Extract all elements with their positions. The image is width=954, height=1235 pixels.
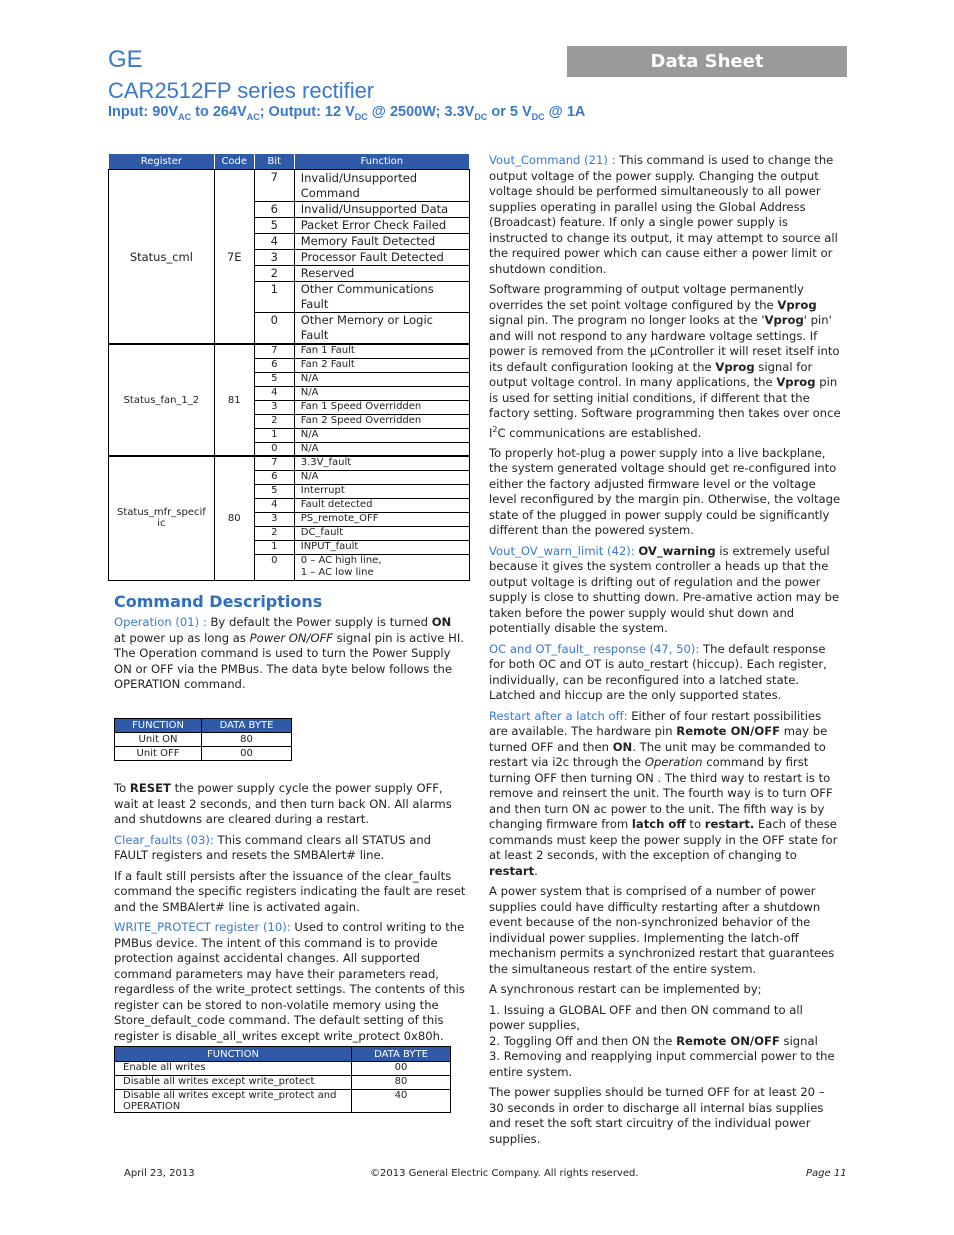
brand-logo: GE [108,46,143,73]
bit-cell: 7 [254,456,294,470]
bit-cell: 4 [254,498,294,512]
bit-cell: 2 [254,526,294,540]
function-cell: Memory Fault Detected [294,234,469,250]
function-cell: Packet Error Check Failed [294,218,469,234]
oc-ot-title: OC and OT_fault_ response (47, 50): [489,641,700,656]
footer-page-number: Page 11 [806,1168,847,1179]
bit-cell: 3 [254,250,294,266]
vout-command-title: Vout_Command (21) : [489,153,616,167]
register-code-cell: 7E [214,170,254,345]
sync-restart-paragraph: A synchronous restart can be implemented by; [489,982,762,997]
function-cell: N/A [294,470,469,484]
function-cell: Other Memory or Logic Fault [294,313,469,345]
bit-cell: 7 [254,344,294,358]
bit-cell: 6 [254,202,294,218]
bit-cell: 1 [254,282,294,313]
function-cell: Fan 1 Speed Overridden [294,400,469,414]
function-cell: Invalid/Unsupported Data [294,202,469,218]
bit-cell: 5 [254,218,294,234]
bit-cell: 0 [254,313,294,345]
section-heading: Command Descriptions [114,592,323,611]
column-header: FUNCTION [115,719,202,733]
table-header-row [109,154,470,170]
bit-cell: 0 [254,554,294,580]
operation-table [114,718,292,761]
table-row: Disable all writes except write_protect and OPERATION 40 [115,1090,451,1113]
clear-faults-paragraph: Clear_faults (03): This command clears all STATUS and FAULT registers and resets the SMBAlert# line. [114,832,432,862]
bit-cell: 5 [254,484,294,498]
restart-latch-paragraph: Restart after a latch off: Either of four restart possibilities are available. The hardware pin Remote ON/OFF may be turned OFF and then ON. The unit may be commanded to restart via i2c through the Operation command by first turning OFF then turning ON . The third way to restart is to remove and reinsert the unit. The fourth way is to turn OFF and then turn ON ac power to the unit. The fifth way is by changing firmware from latch off to restart. Each of these commands must keep the power supply in the OFF state for at least 2 seconds, with the exception of changing to restart. [489,708,838,878]
function-cell: Other Communications Fault [294,282,469,313]
ov-warn-title: Vout_OV_warn_limit (42): [489,543,635,558]
software-programming-paragraph: Software programming of output voltage permanently overrides the set point voltage configured by the Vprog signal pin. The program no longer looks at the 'Vprog' pin' and will not respond to any hardware voltage settings. If power is removed from the µController it will reset itself into its default configuration looking at the Vprog signal for output voltage control. In many applications, the Vprog pin is used for setting initial conditions, if different that the factory setting. Software programming then takes over once $I^2C$ communications are established. [489,282,841,440]
write-protect-paragraph: WRITE_PROTECT register (10): Used to control writing to the PMBus device. The intent of this command is to provide protection against accidental changes. All supported command parameters may have their parameters read, regardless of the write_protect settings. The contents of this register can be stored to non-volatile memory using the Store_default_code command. The default setting of this register is disable_all_writes except write_protect 0x80h. [114,920,465,1043]
table-row: Enable all writes 00 [115,1062,451,1076]
function-cell: Reserved [294,266,469,282]
function-cell: DC_fault [294,526,469,540]
data-sheet-badge: Data Sheet [567,46,847,77]
bit-cell: 1 [254,428,294,442]
function-cell: Fan 2 Fault [294,358,469,372]
oc-ot-paragraph: OC and OT_fault_ response (47, 50): The default response for both OC and OT is auto_restart (hiccup). Each register, individually, can be reconfigured into a latched state. Latched and hiccup are the only supported states. [489,641,827,703]
function-cell: N/A [294,442,469,456]
footer-date: April 23, 2013 [124,1168,195,1179]
clear-faults-title: Clear_faults (03): [114,832,214,847]
input-output-spec: Input: $90V_{AC}$ to $264V_{AC}$; Output: 12 $V_{DC}$ @ 2500W; $3.3V_{DC}$ or 5 $V_{DC}$ @ 1A [108,104,586,122]
function-cell: N/A [294,428,469,442]
register-name-cell: Status_fan_1_2 [109,344,215,456]
final-paragraph: The power supplies should be turned OFF for at least 20 – 30 seconds in order to discharge all internal bias supplies and reset the soft start circuitry of the individual power supplies. [489,1085,825,1146]
function-cell: 0 – AC high line, 1 – AC low line [294,554,469,580]
operation-paragraph: Operation (01) : By default the Power supply is turned ON at power up as long as Power ON/OFF signal pin is active HI. The Operation command is used to turn the Power Supply ON or OFF via the PMBus. The data byte below follows the OPERATION command. [114,615,464,691]
function-cell: Invalid/Unsupported Command [294,170,469,202]
bit-cell: 5 [254,372,294,386]
register-code-cell: 81 [214,344,254,456]
register-name-cell: Status_cml [109,170,215,345]
vout-command-paragraph: Vout_Command (21) : This command is used to change the output voltage of the power supply. Changing the output voltage should be performed simultaneously to all power supplies operating in parallel using the Global Address (Broadcast) feature. If only a single power supply is instructed to change its output, it may attempt to source all the required power which can cause either a power limit or shutdown condition. [489,153,838,276]
column-header: DATA BYTE [201,719,291,733]
function-cell: Fault detected [294,498,469,512]
ov-warn-paragraph: Vout_OV_warn_limit (42): OV_warning is extremely useful because it gives the system controller a heads up that the output voltage is drifting out of regulation and the power supply is close to shutting down. Pre-amative action may be taken before the power supply would shut down and potentially disable the system. [489,543,840,636]
column-header: FUNCTION [115,1047,352,1062]
table-row [109,170,470,202]
product-title: CAR2512FP series rectifier [108,78,375,103]
column-header: Code [214,154,254,170]
function-cell: Processor Fault Detected [294,250,469,266]
table-row [109,456,470,470]
function-cell: PS_remote_OFF [294,512,469,526]
clear-faults-paragraph-2: If a fault still persists after the issuance of the clear_faults command the specific registers indicating the fault are reset and the SMBAlert# line is activated again. [114,868,466,914]
bit-cell: 2 [254,414,294,428]
status-table-body [109,170,470,581]
write-protect-table [114,1046,451,1113]
register-code-cell: 80 [214,456,254,580]
function-cell: N/A [294,372,469,386]
register-name-cell: Status_mfr_specif ic [109,456,215,580]
bit-cell: 0 [254,442,294,456]
table-row: Unit OFF 00 [115,747,292,761]
column-header: Register [109,154,215,170]
reset-paragraph: To RESET the power supply cycle the power supply OFF, wait at least 2 seconds, and then turn back ON. All alarms and shutdowns are cleared during a restart. [114,781,452,826]
table-row: Disable all writes except write_protect 80 [115,1076,451,1090]
function-cell: INPUT_fault [294,540,469,554]
bit-cell: 2 [254,266,294,282]
bit-cell: 6 [254,358,294,372]
bit-cell: 1 [254,540,294,554]
write-protect-title: WRITE_PROTECT register (10): [114,920,291,934]
function-cell: Interrupt [294,484,469,498]
status-register-table [108,153,470,581]
table-row [109,344,470,358]
function-cell: 3.3V_fault [294,456,469,470]
left-column-bottom [114,781,466,1049]
power-system-paragraph: A power system that is comprised of a number of power supplies could have difficulty restarting after a shutdown event because of the non-synchronized behavior of the individual power supplies. Implementing the latch-off mechanism permits a synchronized restart that guarantees the simultaneous restart of the entire system. [489,884,835,976]
function-cell: Fan 1 Fault [294,344,469,358]
column-header: Function [294,154,469,170]
footer-copyright: ©2013 General Electric Company. All rights reserved. [370,1168,639,1179]
table-row: Unit ON 80 [115,733,292,747]
function-cell: N/A [294,386,469,400]
restart-latch-title: Restart after a latch off: [489,708,628,723]
restart-steps: 1. Issuing a GLOBAL OFF and then ON command to all power supplies, 2. Toggling Off and then ON the Remote ON/OFF signal 3. Removing and reapplying input commercial power to the entire system. [489,1002,835,1079]
operation-command-title: Operation (01) : [114,615,207,629]
bit-cell: 7 [254,170,294,202]
hot-plug-paragraph: To properly hot-plug a power supply into a live backplane, the system generated voltage should get re-configured into either the factory adjusted firmware level or the voltage level reconfigured by the margin pin. Otherwise, the voltage state of the plugged in power supply could be significantly different than the powered system. [489,445,841,538]
bit-cell: 4 [254,234,294,250]
function-cell: Fan 2 Speed Overridden [294,414,469,428]
bit-cell: 6 [254,470,294,484]
bit-cell: 3 [254,400,294,414]
left-column-top [114,615,466,698]
bit-cell: 3 [254,512,294,526]
column-header: DATA BYTE [352,1047,451,1062]
bit-cell: 4 [254,386,294,400]
column-header: Bit [254,154,294,170]
right-column [489,153,841,1152]
